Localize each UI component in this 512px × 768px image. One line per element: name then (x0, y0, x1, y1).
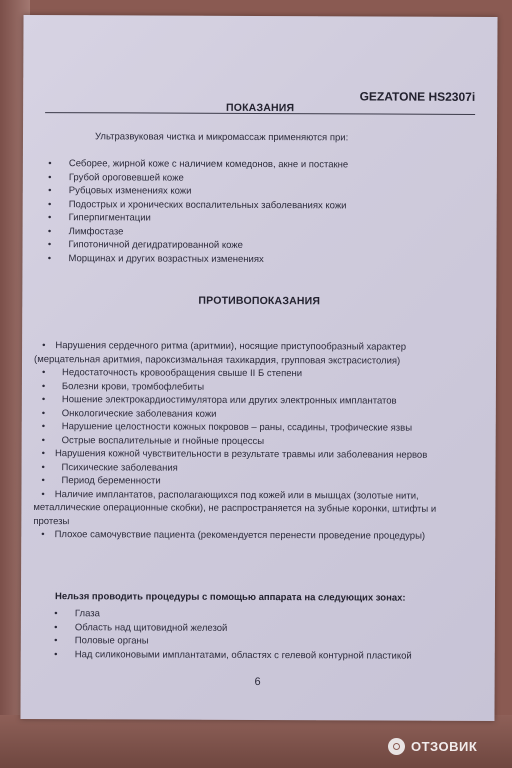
bullet: • (41, 380, 46, 392)
list-item: • Гиперпигментации (45, 211, 348, 226)
bullet: • (41, 448, 45, 460)
list-item: • Болезни крови, тромбофлебиты (41, 380, 205, 393)
bullet: • (41, 529, 45, 541)
list-item: • Ношение электрокардиостимулятора или других электронных имплантатов (41, 394, 397, 407)
bullet: • (41, 475, 45, 487)
list-item: • Морщинах и других возрастных изменениях (44, 252, 347, 267)
bullet: • (54, 621, 58, 633)
document-page (20, 15, 497, 721)
otzovik-watermark (388, 738, 477, 755)
list-item: • Психические заболевания (41, 461, 178, 474)
bullet: • (41, 367, 46, 379)
list-item: • Острые воспалительные и гнойные процессы (41, 434, 265, 447)
zones-title: Нельзя проводить процедуры с помощью аппарата на следующих зонах: (54, 591, 406, 604)
list-item: • Область над щитовидной железой (51, 621, 412, 636)
page-number: 6 (254, 675, 261, 689)
bullet: • (54, 608, 58, 620)
list-item: • Половые органы (51, 634, 412, 649)
bullet: • (47, 252, 52, 264)
list-item: • Нарушения кожной чувствительности в результате травмы или заболевания нервов (41, 448, 428, 461)
bullet: • (48, 198, 52, 210)
bullet: • (47, 212, 52, 224)
list-item: • Рубцовых изменениях кожи (45, 184, 348, 199)
bullet: • (41, 394, 46, 406)
list-item: • Себорее, жирной коже с наличием комедонов, акне и постакне (45, 157, 348, 172)
indications-list (44, 157, 348, 266)
contraindications-list (33, 339, 474, 543)
indications-title: ПОКАЗАНИЯ (225, 101, 295, 115)
bullet: • (42, 340, 46, 352)
list-item: • Глаза (51, 607, 412, 622)
watermark-text: ОТЗОВИК (411, 739, 478, 754)
indications-intro: Ультразвуковая чистка и микромассаж применяются при: (94, 131, 349, 144)
bullet: • (47, 225, 52, 237)
contraindications-title: ПРОТИВОПОКАЗАНИЯ (198, 294, 321, 308)
list-item: • Плохое самочувствие пациента (рекомендуется перенести проведение процедуры) (41, 529, 426, 542)
list-item: • Грубой ороговевшей коже (45, 171, 348, 186)
bullet: • (41, 421, 46, 433)
list-item: • Онкологические заболевания кожи (41, 407, 217, 420)
list-item: • Нарушение целостности кожных покровов – раны, ссадины, трофические язвы (41, 421, 413, 434)
list-item: • Гипотоничной дегидратированной коже (45, 238, 348, 253)
bullet: • (41, 461, 45, 473)
bullet: • (54, 648, 58, 660)
bullet: • (47, 239, 52, 251)
bullet: • (54, 635, 58, 647)
bullet: • (41, 488, 45, 500)
list-item: • Подострых и хронических воспалительных заболеваниях кожи (45, 198, 348, 213)
list-item: • Период беременности (41, 475, 161, 487)
bullet: • (48, 185, 52, 197)
bullet: • (48, 171, 52, 183)
bullet: • (41, 407, 46, 419)
bullet: • (41, 434, 46, 446)
list-item: • Над силиконовыми имплантатами, областях с гелевой контурной пластикой (51, 648, 412, 663)
list-item: • Недостаточность кровообращения свыше II Б степени (41, 367, 303, 380)
zones-list (51, 607, 412, 663)
list-item: • Нарушения сердечного ритма (аритмии), носящие приступообразный характер (мерцательная аритмия, пароксизмальная тахикардия, групповая экстрасистолия) (34, 340, 407, 367)
bullet: • (48, 158, 52, 170)
list-item: • Лимфостазе (45, 225, 348, 240)
list-item: • Наличие имплантатов, располагающихся под кожей или в мышцах (золотые нити, металлические операционные скобки), не распространяется на зубные коронки, штифты и протезы (33, 488, 437, 527)
otzovik-logo-icon (388, 738, 405, 755)
brand-model: GEZATONE HS2307i (359, 89, 476, 104)
